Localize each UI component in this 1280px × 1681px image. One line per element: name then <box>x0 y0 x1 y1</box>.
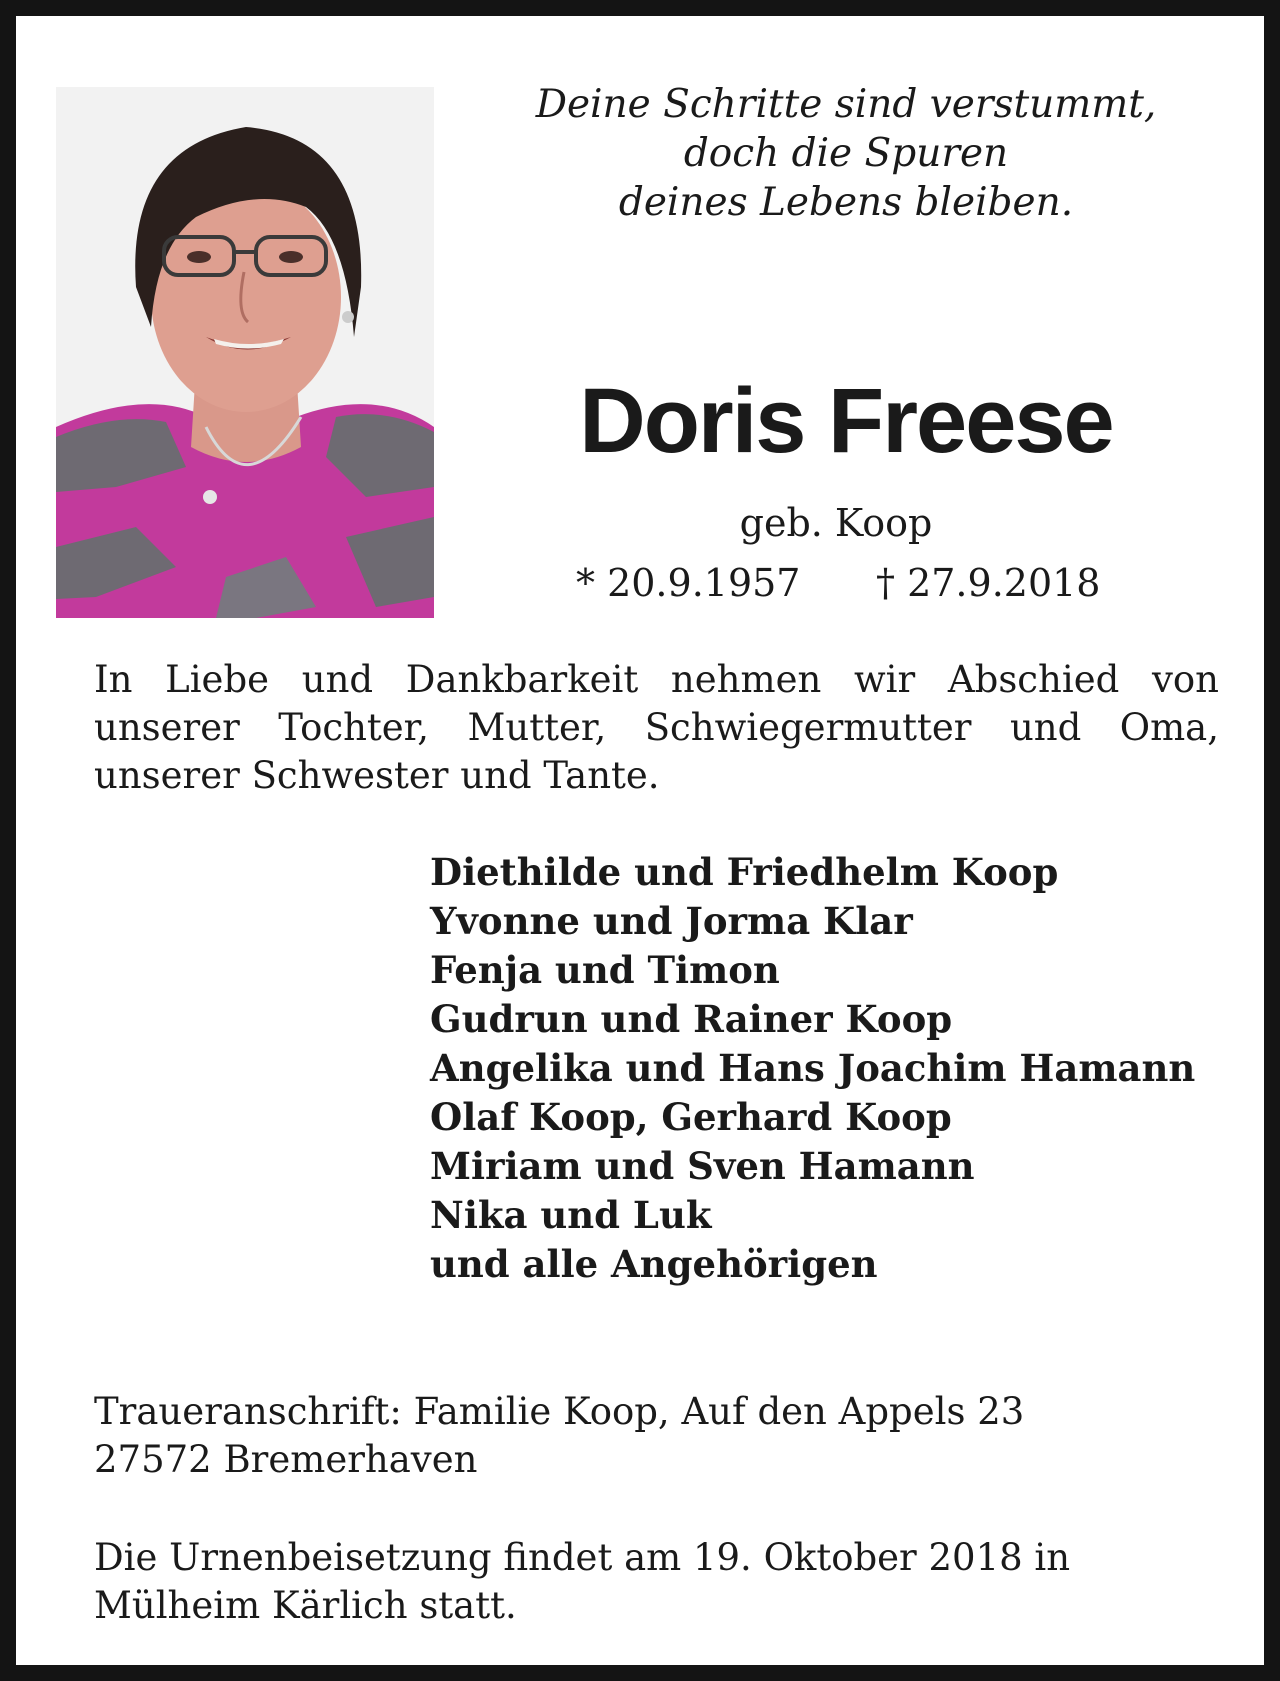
address-line: Traueranschrift: Familie Koop, Auf den Appels 23 <box>94 1390 1025 1433</box>
motto-line: deines Lebens bleiben. <box>618 180 1074 225</box>
mourner-entry: Angelika und Hans Joachim Hamann <box>430 1046 1196 1090</box>
mourners-list <box>430 848 1250 1289</box>
motto-verse <box>446 80 1246 227</box>
mourner-entry: Miriam und Sven Hamann <box>430 1144 975 1188</box>
birth-date: * 20.9.1957 <box>576 561 801 605</box>
farewell-text: In Liebe und Dankbarkeit nehmen wir Abschied von unserer Tochter, Mutter, Schwiegermutter und Oma, unserer Schwester und Tante. <box>94 658 1219 797</box>
address-line: 27572 Bremerhaven <box>94 1438 478 1481</box>
mourner-entry: Nika und Luk <box>430 1193 712 1237</box>
motto-line: doch die Spuren <box>683 131 1009 176</box>
motto-line: Deine Schritte sind verstummt, <box>535 82 1157 127</box>
mourner-entry: Gudrun und Rainer Koop <box>430 997 953 1041</box>
born-name: geb. Koop <box>739 501 933 545</box>
mourning-address <box>94 1388 1224 1484</box>
mourner-entry: Fenja und Timon <box>430 948 780 992</box>
deceased-name: Doris Freese <box>579 370 1113 472</box>
mourner-entry: und alle Angehörigen <box>430 1242 878 1286</box>
mourner-entry: Olaf Koop, Gerhard Koop <box>430 1095 952 1139</box>
portrait-photo <box>56 87 434 618</box>
death-date: † 27.9.2018 <box>876 561 1101 605</box>
burial-notice: Die Urnenbeisetzung findet am 19. Oktober 2018 in Mülheim Kärlich statt. <box>94 1536 1071 1627</box>
mourner-entry: Diethilde und Friedhelm Koop <box>430 850 1059 894</box>
mourner-entry: Yvonne und Jorma Klar <box>430 899 913 943</box>
